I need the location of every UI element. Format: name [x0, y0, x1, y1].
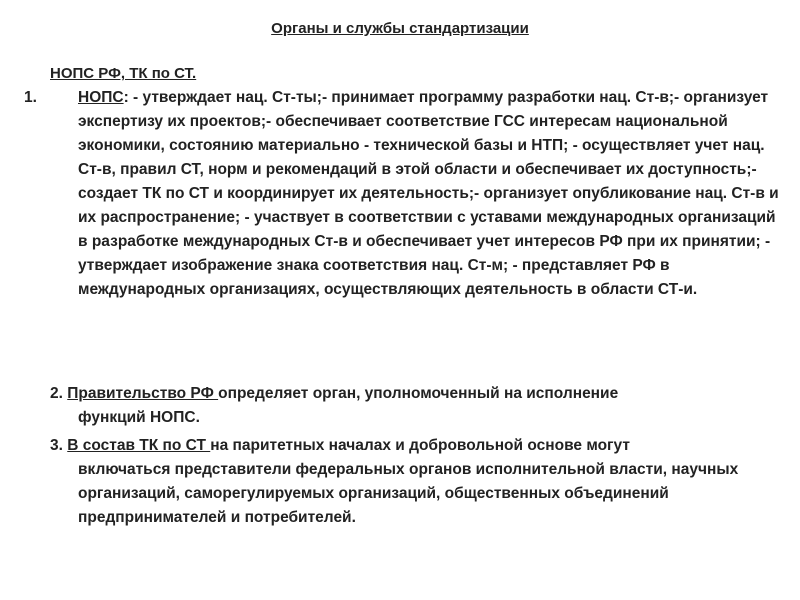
list-item-heading: НОПС — [78, 89, 124, 106]
list-item-body — [78, 86, 780, 302]
list-item-continuation: включаться представители федеральных органов исполнительной власти, научных организаций, саморегулируемых организаций, общественных объединений предпринимателей и потребителей. — [78, 461, 739, 526]
list-item-heading: В состав ТК по СТ — [67, 437, 211, 454]
list-item-2 — [50, 382, 780, 430]
list-item-first-line — [50, 382, 780, 406]
list-item-number: 1. — [24, 89, 37, 106]
list-item-heading: Правительство РФ — [67, 385, 219, 402]
list-item-continuation: функций НОПС. — [78, 409, 200, 426]
slide-title: Органы и службы стандартизации — [271, 20, 529, 37]
list-item-1 — [22, 86, 780, 302]
slide-subtitle: НОПС РФ, ТК по СТ. — [50, 65, 197, 82]
list-item-first-line — [50, 434, 780, 458]
list-item-number: 3. — [50, 437, 63, 454]
list-item-text: определяет орган, уполномоченный на исполнение — [218, 385, 619, 402]
list-item-text: на паритетных началах и добровольной основе могут — [210, 437, 630, 454]
list-item-number: 2. — [50, 385, 63, 402]
list-item-3 — [50, 434, 780, 530]
list-item-text: : - утверждает нац. Ст-ты;- принимает программу разработки нац. Ст-в;- организует экспертизу их проектов;- обеспечивает соответствие ГСС интересам национальной экономики, состоянию материально - технической базы и НТП; - осуществляет учет нац. Ст-в, правил СТ, норм и рекомендаций в этой области и обеспечивает их доступность;- создает ТК по СТ и координирует их деятельность;- организует опубликование нац. Ст-в и их распространение; - участвует в соответствии с уставами международных организаций в разработке международных Ст-в и обеспечивает учет интересов РФ при их принятии; - утверждает изображение знака соответствия нац. Ст-м; - представляет РФ в международных организациях, осуществляющих деятельность в области СТ-и. — [78, 89, 779, 298]
